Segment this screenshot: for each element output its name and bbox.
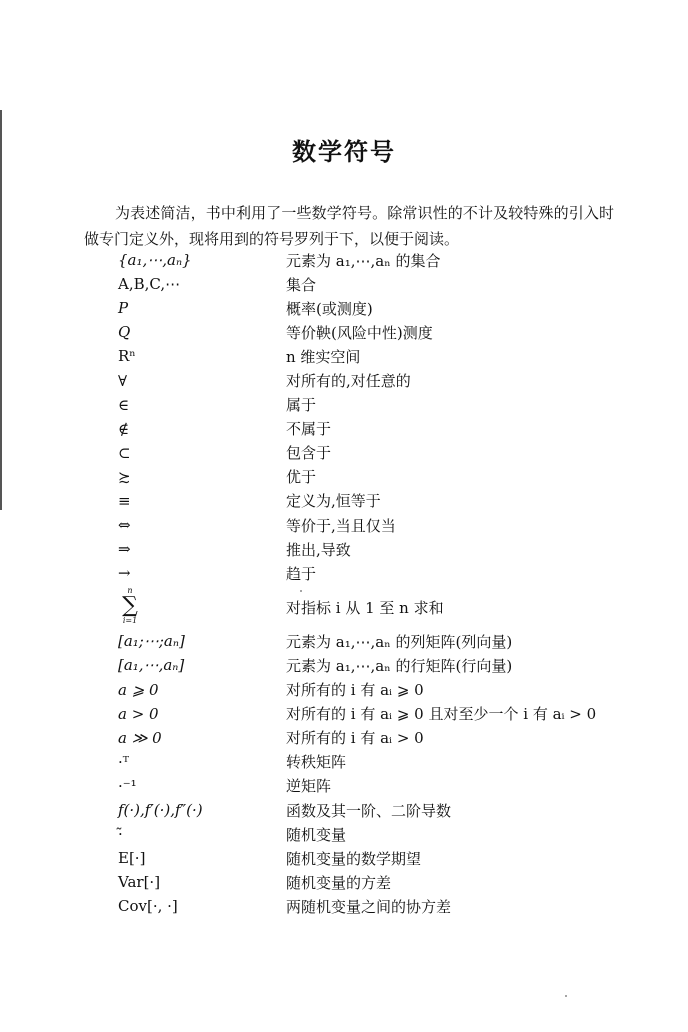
- symbol-row: [118, 726, 658, 750]
- symbol-description: 等价鞅(风险中性)测度: [286, 323, 433, 342]
- symbol: ·ᵀ: [118, 752, 130, 771]
- symbol-description: 元素为 a₁,⋯,aₙ 的列矩阵(列向量): [286, 632, 513, 651]
- symbol-description: 定义为,恒等于: [286, 492, 381, 511]
- symbol: ≿: [118, 467, 131, 486]
- symbol-description: 包含于: [286, 444, 332, 463]
- symbol: Rⁿ: [118, 347, 136, 366]
- symbol-description: 不属于: [286, 420, 332, 439]
- symbol-description: 转秩矩阵: [286, 753, 347, 772]
- symbol-description: 随机变量的方差: [286, 873, 392, 892]
- symbol-row: [118, 441, 658, 465]
- summation-symbol: [118, 587, 142, 625]
- symbol-row: [118, 248, 658, 272]
- symbol-row: [118, 798, 658, 822]
- symbol-row: [118, 465, 658, 489]
- symbol: [a₁,⋯,aₙ]: [118, 656, 185, 675]
- symbol-row: [118, 272, 658, 296]
- symbol-description: 随机变量: [286, 825, 347, 844]
- symbol-row: [118, 537, 658, 561]
- symbol: Cov[·, ·]: [118, 897, 178, 916]
- sigma-glyph: ∑: [122, 593, 138, 619]
- symbol-row: [118, 894, 658, 918]
- symbol: a > 0: [118, 704, 159, 723]
- symbol: Q: [118, 323, 131, 342]
- symbol-description: 对所有的 i 有 aᵢ ⩾ 0: [286, 681, 424, 700]
- symbol: ⊂: [118, 443, 131, 462]
- symbol-description: 趋于: [286, 564, 317, 583]
- symbol-row: [118, 489, 658, 513]
- symbol-row: [118, 561, 658, 585]
- symbol-description: 对所有的 i 有 aᵢ ⩾ 0 且对至少一个 i 有 aᵢ > 0: [286, 705, 597, 724]
- symbol-description: 属于: [286, 396, 317, 415]
- symbol: a ≫ 0: [118, 728, 162, 747]
- symbol: {a₁,⋯,aₙ}: [118, 251, 192, 270]
- symbol-row: [118, 344, 658, 368]
- symbol-description: n 维实空间: [286, 347, 361, 366]
- symbol-description: 逆矩阵: [286, 777, 332, 796]
- symbol: a ⩾ 0: [118, 680, 159, 699]
- symbol: ⇒: [118, 540, 131, 559]
- symbol-row: [118, 678, 658, 702]
- symbol-row: [118, 629, 658, 653]
- symbol: E[·]: [118, 849, 146, 868]
- symbol-description: 优于: [286, 468, 317, 487]
- symbol-row: [118, 585, 658, 629]
- symbol-description: 元素为 a₁,⋯,aₙ 的行矩阵(行向量): [286, 656, 513, 675]
- page-edge-shadow: [0, 110, 2, 510]
- symbol-row: [118, 702, 658, 726]
- symbol-description: 对所有的 i 有 aᵢ > 0: [286, 729, 424, 748]
- symbol: ·̃: [118, 825, 123, 844]
- symbol-row: [118, 653, 658, 677]
- symbol: ∈: [118, 395, 130, 414]
- symbol-description: 对指标 i 从 1 至 n 求和: [286, 598, 444, 617]
- scan-speck: [565, 995, 567, 997]
- symbol-row: [118, 513, 658, 537]
- symbol: ⇔: [118, 516, 131, 535]
- symbol-description: 元素为 a₁,⋯,aₙ 的集合: [286, 251, 441, 270]
- symbol: P: [118, 299, 129, 318]
- symbol: f(·),f′(·),f″(·): [118, 801, 203, 820]
- symbol-description: 集合: [286, 275, 317, 294]
- symbol-row: [118, 774, 658, 798]
- scan-speck: [300, 590, 302, 592]
- symbol-row: [118, 750, 658, 774]
- symbol-description: 两随机变量之间的协方差: [286, 897, 452, 916]
- symbol-row: [118, 320, 658, 344]
- symbol-list: [118, 248, 658, 918]
- symbol-row: [118, 822, 658, 846]
- symbol: ∉: [118, 419, 130, 438]
- symbol-description: 对所有的,对任意的: [286, 372, 411, 391]
- symbol-description: 随机变量的数学期望: [286, 849, 422, 868]
- symbol: ≡: [118, 491, 131, 510]
- symbol-row: [118, 393, 658, 417]
- intro-paragraph: 为表述简洁，书中利用了一些数学符号。除常识性的不计及较特殊的引入时做专门定义外，现将用到的符号罗列于下，以便于阅读。: [84, 204, 614, 248]
- symbol: A,B,C,⋯: [118, 275, 181, 294]
- symbol: [a₁;⋯;aₙ]: [118, 632, 185, 651]
- symbol-description: 概率(或测度): [286, 299, 373, 318]
- symbol: Var[·]: [118, 873, 161, 892]
- page-title: 数学符号: [292, 138, 396, 166]
- symbol: ∀: [118, 371, 128, 390]
- symbol: ·⁻¹: [118, 776, 137, 795]
- symbol-row: [118, 296, 658, 320]
- symbol-row: [118, 417, 658, 441]
- symbol: →: [118, 564, 131, 583]
- sum-upper-limit: n: [127, 586, 133, 596]
- symbol: [118, 587, 286, 627]
- symbol-row: [118, 870, 658, 894]
- symbol-description: 函数及其一阶、二阶导数: [286, 801, 452, 820]
- symbol-description: 等价于,当且仅当: [286, 516, 396, 535]
- sum-lower-limit: i=1: [122, 616, 138, 626]
- symbol-row: [118, 368, 658, 392]
- symbol-description: 推出,导致: [286, 540, 351, 559]
- symbol-row: [118, 846, 658, 870]
